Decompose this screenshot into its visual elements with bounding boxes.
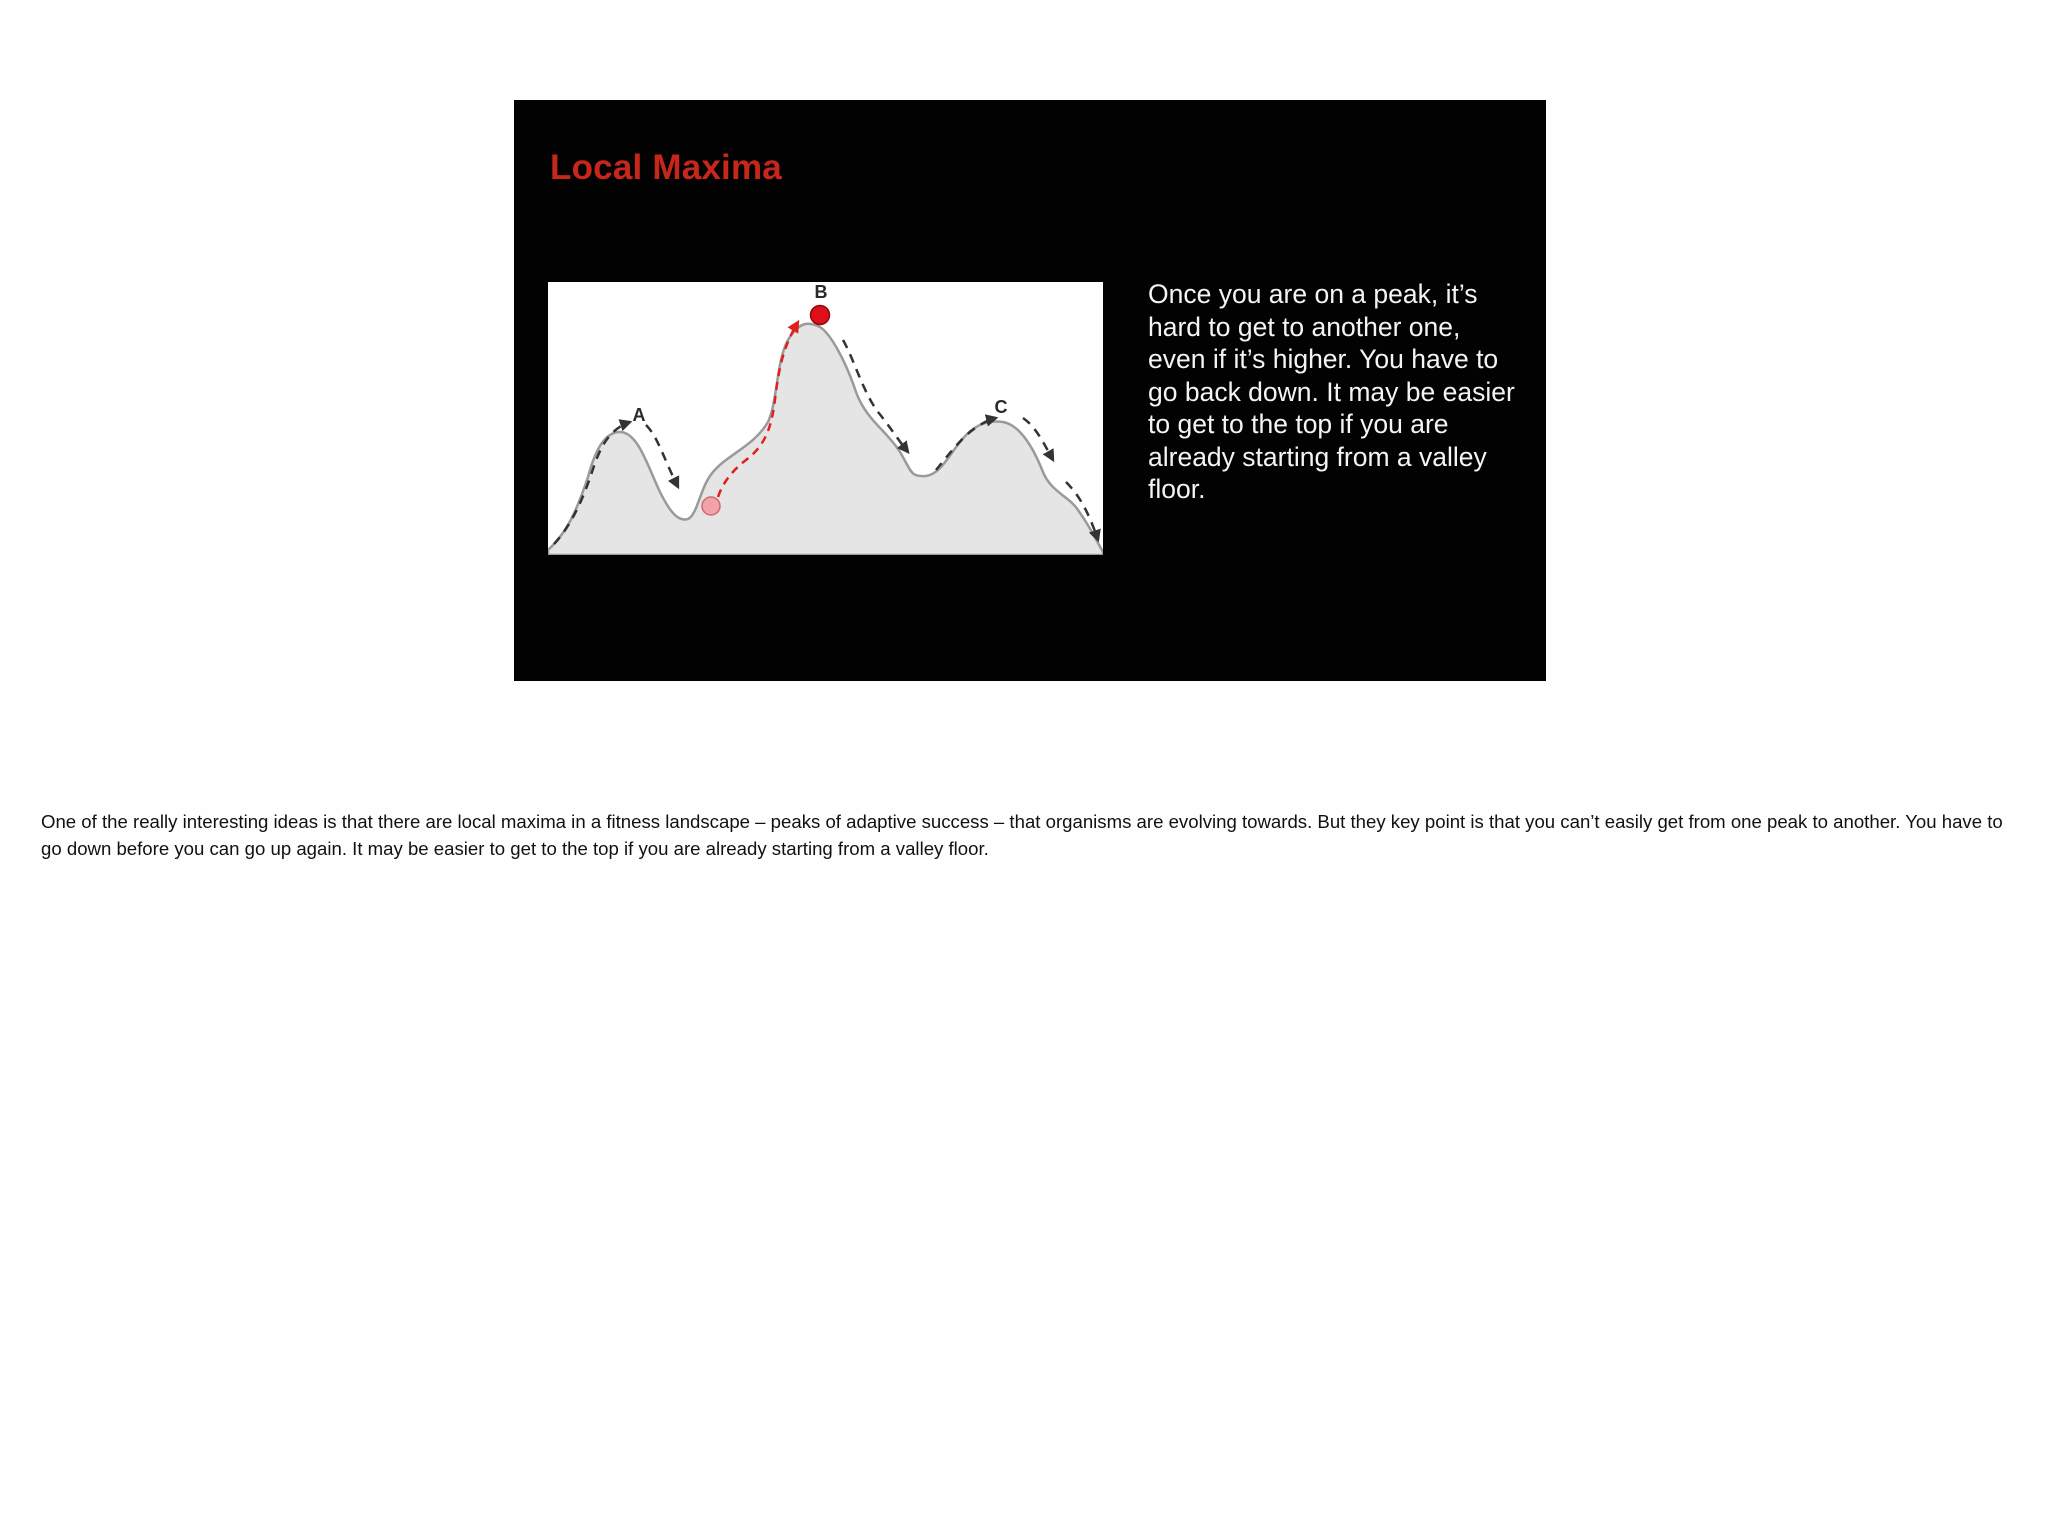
fitness-landscape-svg	[548, 282, 1103, 555]
slide	[514, 100, 1546, 681]
peak-label-c: C	[994, 397, 1008, 417]
fitness-landscape-figure	[548, 282, 1103, 555]
speaker-notes: One of the really interesting ideas is that there are local maxima in a fitness landscape – peaks of adaptive success – that organisms are evolving towards. But they key point is that you can’t easily get from one peak to another. You have to go down before you can go up again. It may be easier to get to the top if you are already starting from a valley floor.	[41, 811, 2003, 859]
peak-label-a: A	[632, 405, 646, 425]
slide-body-text: Once you are on a peak, it’s hard to get to another one, even if it’s higher. You have to go back down. It may be easier to get to the top if you are already starting from a valley floor.	[1148, 279, 1515, 504]
peak-ball	[811, 306, 830, 325]
start-ball	[702, 497, 720, 515]
peak-label-b: B	[814, 282, 828, 302]
landscape-terrain	[548, 324, 1103, 555]
slide-title: Local Maxima	[550, 148, 782, 187]
